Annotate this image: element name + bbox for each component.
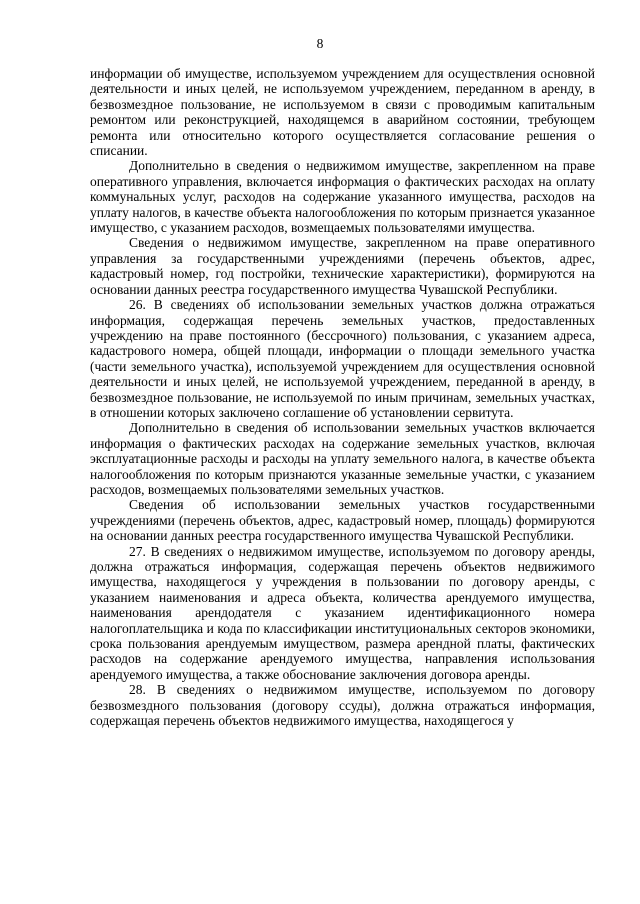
paragraph-operational-management-expenses: Дополнительно в сведения о недвижимом имуществе, закрепленном на праве оперативного управления, включается информация о фактических расходах на оплату коммунальных услуг, расходов на содержание указанного имущества, расходов на уплату налогов, в качестве объекта налогообложения по которым признается указанное имущество, с указанием расходов, возмещаемых пользователями имущества. [90, 158, 595, 236]
document-body [90, 66, 595, 728]
paragraph-item-28: 28. В сведениях о недвижимом имуществе, используемом по договору безвозмездного пользования (договору ссуды), должна отражаться информация, содержащая перечень объектов недвижимого имущества, находящегося у [90, 682, 595, 729]
page-number: 8 [316, 36, 324, 51]
paragraph-continuation: информации об имуществе, используемом учреждением для осуществления основной деятельности и иных целей, не используемом учреждением, переданном в аренду, в безвозмездное пользование, не используемом в связи с проводимым капитальным ремонтом или реконструкцией, находящемся в аварийном состоянии, требующем ремонта или относительно которого осуществляется согласование решения о списании. [90, 66, 595, 159]
paragraph-land-expenses: Дополнительно в сведения об использовании земельных участков включается информация о фактических расходах на содержание земельных участков, включая эксплуатационные расходы и расходы на уплату земельного налога, в качестве объекта налогообложения по которым признаются указанные земельные участки, с указанием расходов, возмещаемых пользователями земельных участков. [90, 420, 595, 497]
paragraph-item-26: 26. В сведениях об использовании земельных участков должна отражаться информация, содержащая перечень земельных участков, предоставленных учреждению на праве постоянного (бессрочного) пользования, с указанием адреса, кадастрового номера, общей площади, информации о площади земельного участка (части земельного участка), используемой учреждением для осуществления основной деятельности и иных целей, не используемой учреждением, переданной в аренду, в безвозмездное пользование, не используемой по иным причинам, земельных участках, в отношении которых заключено соглашение об установлении сервитута. [90, 297, 595, 420]
paragraph-item-27: 27. В сведениях о недвижимом имуществе, используемом по договору аренды, должна отражаться информация, содержащая перечень объектов недвижимого имущества, находящегося у учреждения в пользовании по договору аренды, с указанием наименования и адреса объекта, количества арендуемого имущества, наименования арендодателя с указанием идентификационного номера налогоплательщика и кода по классификации институциональных секторов экономики, срока пользования арендуемым имуществом, размера арендной платы, фактических расходов на содержание арендуемого имущества, направления использования арендуемого имущества, а также обоснование заключения договора аренды. [90, 543, 595, 682]
paragraph-land-registry: Сведения об использовании земельных участков государственными учреждениями (перечень объектов, адрес, кадастровый номер, площадь) формируются на основании данных реестра государственного имущества Чувашской Республики. [90, 497, 595, 544]
paragraph-operational-management-registry: Сведения о недвижимом имуществе, закрепленном на праве оперативного управления за государственными учреждениями (перечень объектов, адрес, кадастровый номер, год постройки, технические характеристики), формируются на основании данных реестра государственного имущества Чувашской Республики. [90, 235, 595, 297]
